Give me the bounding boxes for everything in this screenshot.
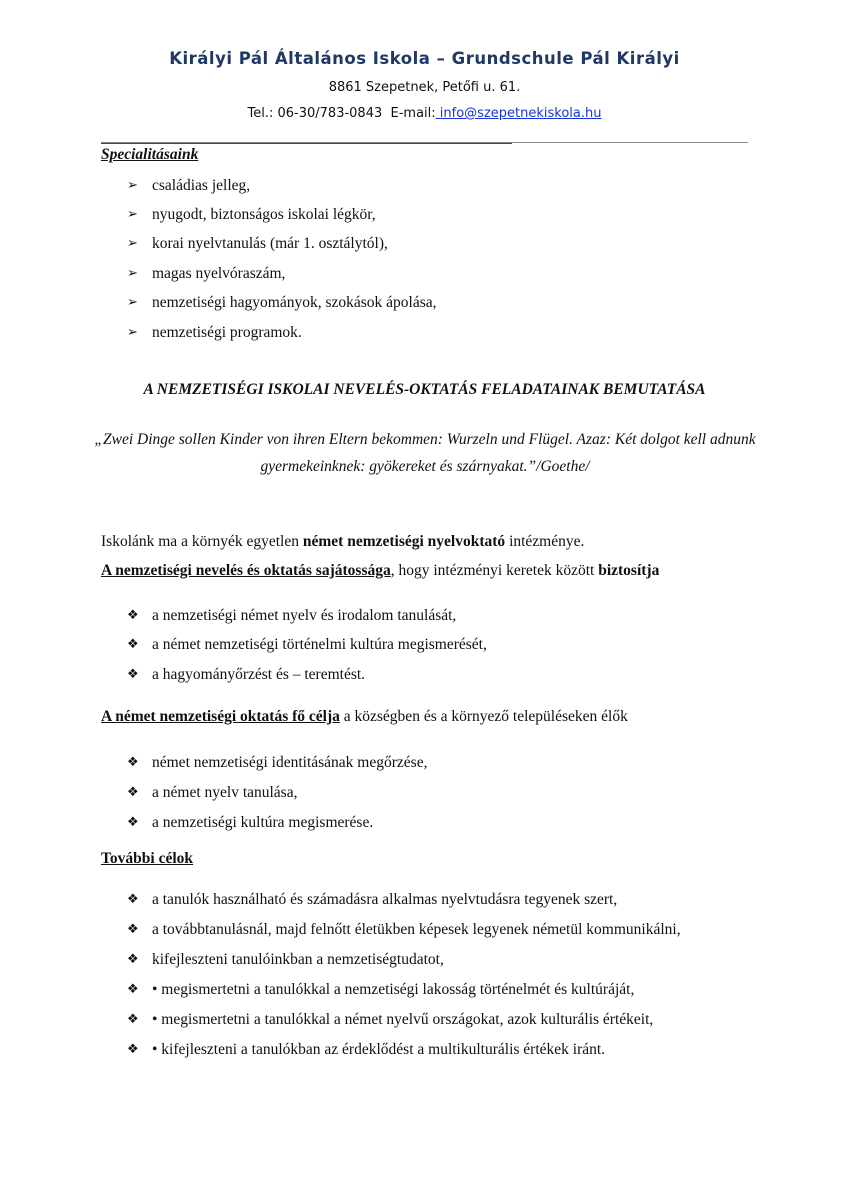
four-diamond-bullet-icon: ❖ (127, 952, 139, 967)
goethe-quote: „Zwei Dinge sollen Kinder von ihren Eltern bekommen: Wurzeln und Flügel. Azaz: Két dolgot kell adnunk gyermekeinknek: gyökereket és szárnyakat.”/Goethe/ (94, 431, 756, 475)
section-title: A NEMZETISÉGI ISKOLAI NEVELÉS-OKTATÁS FELADATAINAK BEMUTATÁSA (143, 381, 706, 398)
specialties-heading: Specialitásaink (101, 146, 199, 163)
school-title: Királyi Pál Általános Iskola – Grundschule Pál Királyi (169, 49, 680, 68)
four-diamond-bullet-icon: ❖ (127, 785, 139, 800)
four-diamond-bullet-icon: ❖ (127, 815, 139, 830)
arrowhead-bullet-icon: ➢ (127, 236, 138, 251)
intro-line: Iskolánk ma a környék egyetlen német nemzetiségi nyelvoktató intézménye. (101, 533, 585, 550)
arrowhead-bullet-icon: ➢ (127, 266, 138, 281)
four-diamond-bullet-icon: ❖ (127, 637, 139, 652)
four-diamond-bullet-icon: ❖ (127, 608, 139, 623)
document-page: Királyi Pál Általános Iskola – Grundschule Pál Királyi 8861 Szepetnek, Petőfi u. 61. Tel.: 06-30/783-0843 E-mail: info@szepetnekiskola.hu Specialitásaink ➢ családias jelleg, ➢ nyugodt, biztonságos iskolai légkör, ➢ korai nyelvtanulás (már 1. osztálytól), ➢ magas nyelvóraszám, ➢ nemzetiségi hagyományok, szokások ápolása, ➢ nemzetiségi programok. A NEMZETISÉGI ISKOLAI NEVELÉS-OKTATÁS FELADATAINAK BEMUTATÁSA „Zwei Dinge sollen Kinder von ihren Eltern bekommen: Wurzeln und Flügel. Azaz: Két dolgot kell adnunk gyermekeinknek: gyökereket és szárnyakat.”/Goethe/ Iskolánk ma a környék egyetlen német nemzetiségi nyelvoktató intézménye. A nemzetiségi nevelés és oktatás sajátossága, hogy intézményi keretek között biztosítja ❖ a nemzetiségi német nyelv és irodalom tanulását, ❖ a német nemzetiségi történelmi kultúra megismerését, ❖ a hagyományőrzést és – teremtést. A német nemzetiségi oktatás fő célja a községben és a környező településeken élők ❖ német nemzetiségi identitásának megőrzése, ❖ a német nyelv tanulása, ❖ a nemzetiségi kultúra megismerése. További célok ❖ a tanulók használható és számadásra alkalmas nyelvtudásra tegyenek szert, ❖ a továbbtanulásnál, majd felnőtt életükben képesek legyenek németül kommunikálni, ❖ kifejleszteni tanulóinkban a nemzetiségtudatot, ❖ • megismertetni a tanulókkal a nemzetiségi lakosság történelmét és kultúráját, ❖ • megismertetni a tanulókkal a német nyelvű országokat, azok kulturális értékeit, ❖ • kifejleszteni a tanulókban az érdeklődést a multikulturális értékek iránt. (0, 0, 849, 1200)
school-address: 8861 Szepetnek, Petőfi u. 61. (328, 80, 521, 95)
arrowhead-bullet-icon: ➢ (127, 325, 138, 340)
arrowhead-bullet-icon: ➢ (127, 178, 138, 193)
goal-line: A német nemzetiségi oktatás fő célja a községben és a környező településeken élők (101, 708, 628, 725)
four-diamond-bullet-icon: ❖ (127, 755, 139, 770)
arrowhead-bullet-icon: ➢ (127, 295, 138, 310)
four-diamond-bullet-icon: ❖ (127, 922, 139, 937)
email-label: E-mail: (390, 106, 436, 121)
arrowhead-bullet-icon: ➢ (127, 207, 138, 222)
four-diamond-bullet-icon: ❖ (127, 667, 139, 682)
header-divider-dark (101, 143, 512, 144)
phone-text: Tel.: 06-30/783-0843 (247, 106, 383, 121)
school-contact (0, 106, 849, 121)
four-diamond-bullet-icon: ❖ (127, 1042, 139, 1057)
four-diamond-bullet-icon: ❖ (127, 892, 139, 907)
four-diamond-bullet-icon: ❖ (127, 1012, 139, 1027)
email-link[interactable]: info@szepetnekiskola.hu (435, 106, 602, 121)
further-goals-heading: További célok (101, 850, 194, 867)
specialty-line: A nemzetiségi nevelés és oktatás sajátossága, hogy intézményi keretek között biztosítja (101, 562, 660, 579)
four-diamond-bullet-icon: ❖ (127, 982, 139, 997)
